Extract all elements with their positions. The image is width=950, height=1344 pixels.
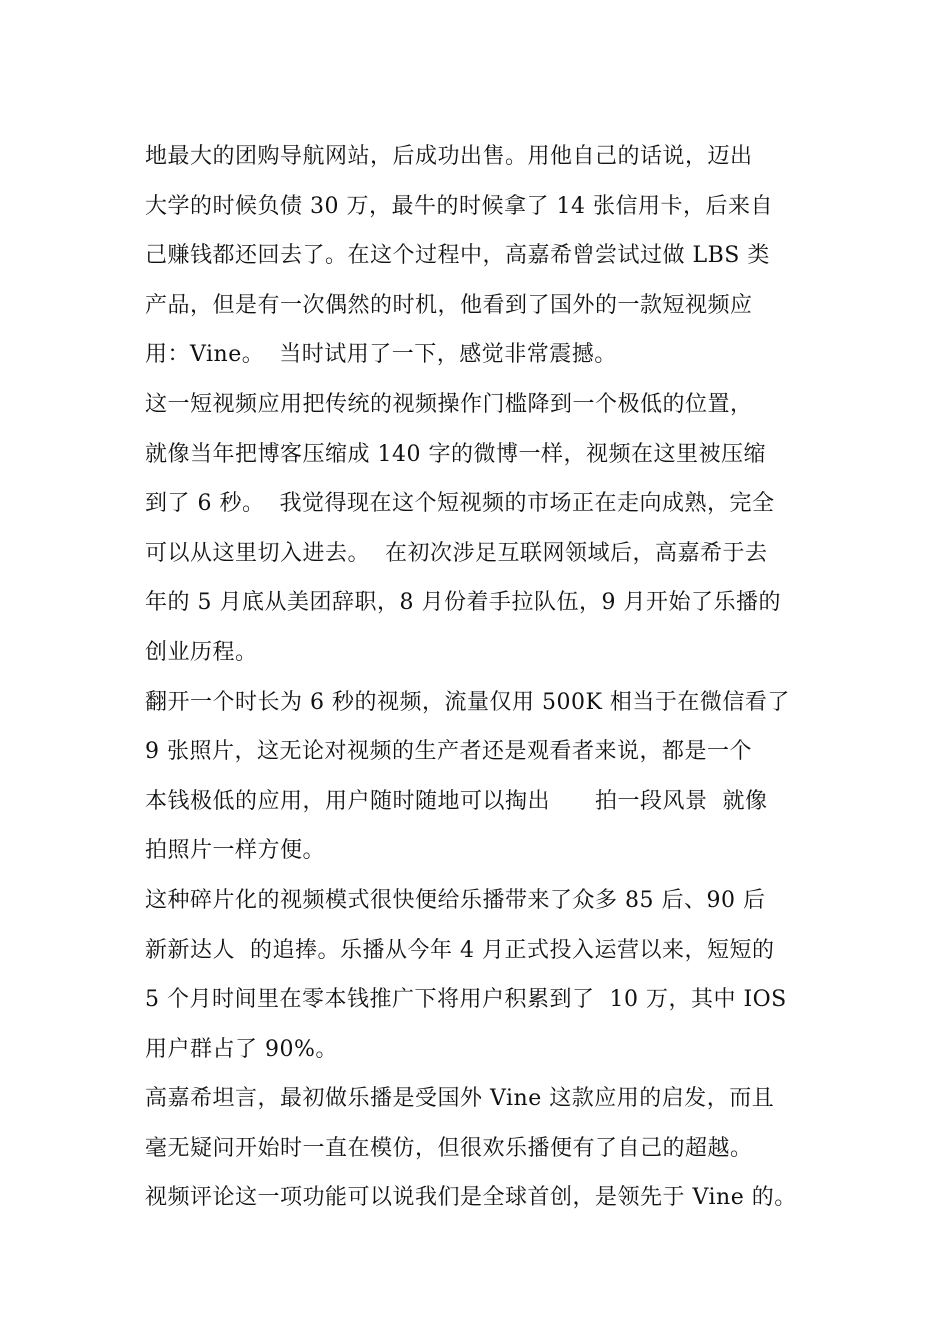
text-line-16: 这种碎片化的视频模式很快便给乐播带来了众多 85 后、90 后 xyxy=(145,887,766,913)
article-body xyxy=(145,132,835,1223)
text-line-8: 到了 6 秒。 我觉得现在这个短视频的市场正在走向成熟，完全 xyxy=(145,491,775,517)
text-line-6: 这一短视频应用把传统的视频操作门槛降到一个极低的位置， xyxy=(145,391,753,417)
text-line-1: 地最大的团购导航网站，后成功出售。用他自己的话说，迈出 xyxy=(145,144,753,169)
text-line-3: 己赚钱都还回去了。在这个过程中，高嘉希曾尝试过做 LBS 类 xyxy=(145,243,770,269)
text-line-2: 大学的时候负债 30 万，最牛的时候拿了 14 张信用卡，后来自 xyxy=(145,193,773,219)
text-line-15: 拍照片一样方便。 xyxy=(145,838,326,864)
text-line-4: 产品，但是有一次偶然的时机，他看到了国外的一款短视频应 xyxy=(145,292,753,318)
text-line-7: 就像当年把博客压缩成 140 字的微博一样，视频在这里被压缩 xyxy=(145,441,766,467)
text-line-11: 创业历程。 xyxy=(145,639,258,665)
text-line-5: 用：Vine。 当时试用了一下，感觉非常震撼。 xyxy=(145,342,617,368)
text-line-9: 可以从这里切入进去。 在初次涉足互联网领域后，高嘉希于去 xyxy=(145,540,768,566)
text-line-18: 5 个月时间里在零本钱推广下将用户积累到了 10 万，其中 IOS xyxy=(145,987,787,1013)
text-line-21: 毫无疑问开始时一直在模仿，但很欢乐播便有了自己的超越。 xyxy=(145,1135,753,1161)
text-line-10: 年的 5 月底从美团辞职，8 月份着手拉队伍，9 月开始了乐播的 xyxy=(145,590,781,616)
text-line-12: 翻开一个时长为 6 秒的视频，流量仅用 500K 相当于在微信看了 xyxy=(145,689,790,715)
text-line-13: 9 张照片，这无论对视频的生产者还是观看者来说，都是一个 xyxy=(145,739,752,765)
text-line-14: 本钱极低的应用，用户随时随地可以掏出 拍一段风景 就像 xyxy=(145,788,768,814)
text-line-19: 用户群占了 90%。 xyxy=(145,1036,338,1062)
text-line-20: 高嘉希坦言，最初做乐播是受国外 Vine 这款应用的启发，而且 xyxy=(145,1086,775,1112)
text-line-17: 新新达人 的追捧。乐播从今年 4 月正式投入运营以来，短短的 xyxy=(145,937,775,963)
text-line-22: 视频评论这一项功能可以说我们是全球首创，是领先于 Vine 的。 xyxy=(145,1185,797,1211)
